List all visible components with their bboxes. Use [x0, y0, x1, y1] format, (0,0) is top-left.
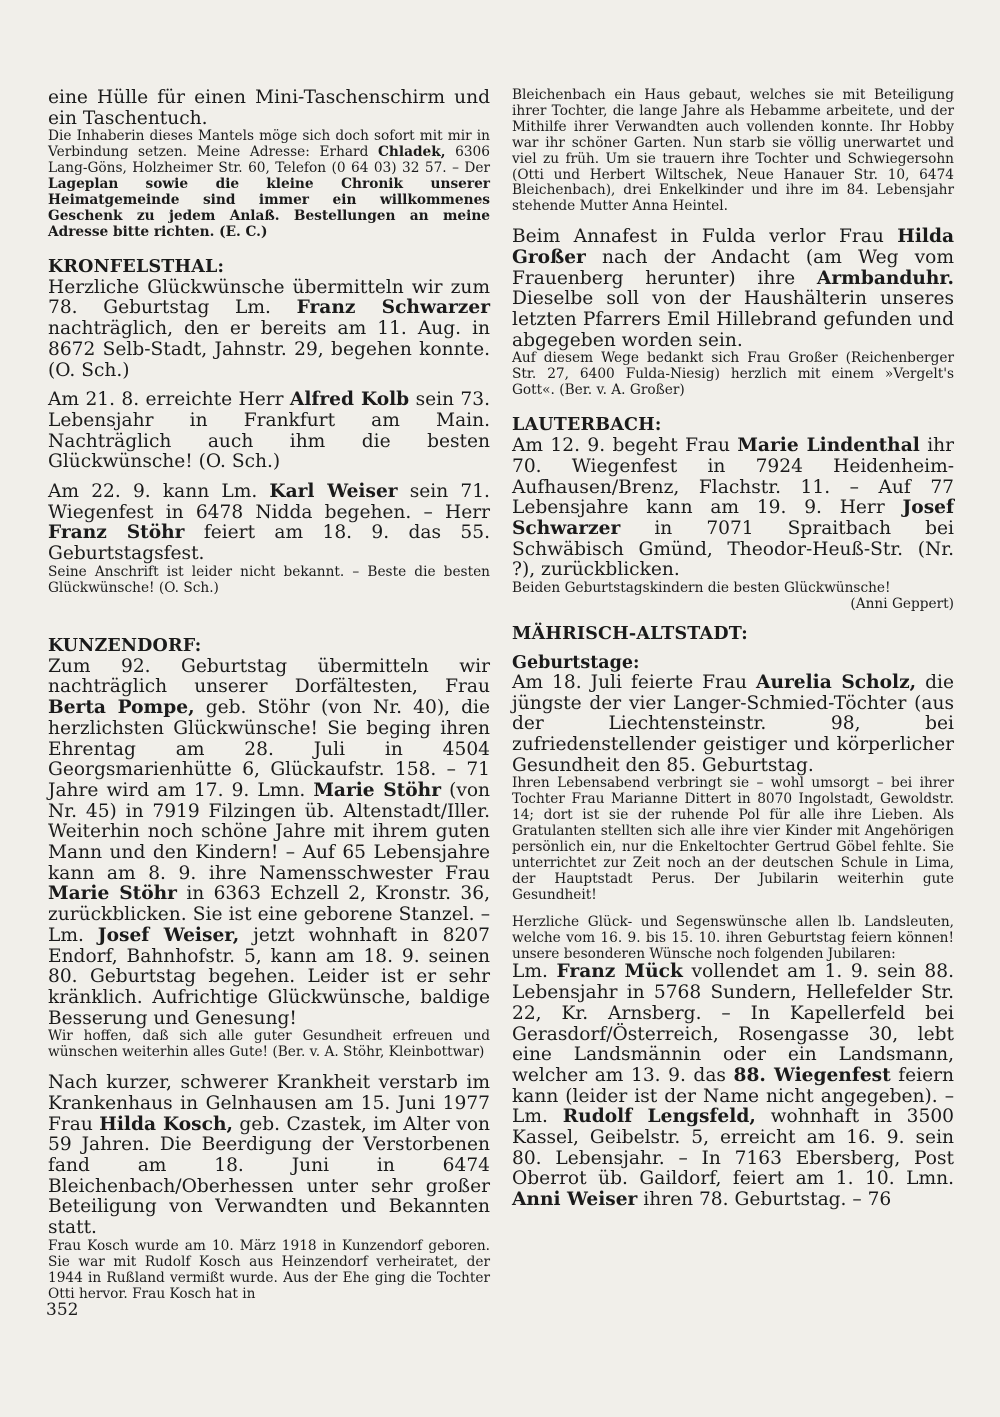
section-heading-lauterbach: LAUTERBACH:	[512, 415, 662, 436]
obituary-continued: Bleichenbach ein Haus gebaut, welches sie mit Beteiligung ihrer Tochter, die lange Jahre als Hebamme arbeitete, und der Mithilfe ihrer Verwandten auch vollenden konnte. Ihr Hobby war ihr schöner Garten. Nun starb sie völlig unerwartet und viel zu früh. Um sie trauern ihre Tochter und Schwiegersohn (Otti und Herbert Wiltschek, Neue Hanauer Str. 10, 6474 Bleichenbach), drei Enkelkinder und ihre im 84. Lebensjahr stehende Mutter Anna Heintel.	[512, 87, 954, 215]
section-heading-kunzendorf: KUNZENDORF:	[48, 635, 202, 656]
subheading-geburtstage: Geburtstage:	[512, 652, 640, 673]
intro-paragraph: eine Hülle für einen Mini-Taschenschirm und ein Taschentuch.	[48, 87, 490, 129]
section-heading-kronfelsthal: KRONFELSTHAL:	[48, 256, 225, 277]
page-number: 352	[46, 1300, 79, 1320]
article-note: Auf diesem Wege bedankt sich Frau Großer (Reichenberger Str. 27, 6400 Fulda-Niesig) herzlich mit einem »Vergelt's Gott«. (Ber. v. A. Großer)	[512, 350, 954, 399]
article-paragraph: Am 18. Juli feierte Frau Aurelia Scholz, die jüngste der vier Langer-Schmied-Töchter (aus der Liechtensteinstr. 98, bei zufriedenstellender geistiger und körperlicher Gesundheit den 85. Geburtstag.	[512, 671, 954, 776]
intro-note: Die Inhaberin dieses Mantels möge sich doch sofort mit mir in Verbindung setzen. Meine Adresse: Erhard Chladek, 6306 Lang-Göns, Holzheimer Str. 60, Telefon (0 64 03) 32 57. – Der Lageplan sowie die kleine Chronik unserer Heimatgemeinde sind immer ein willkommenes Geschenk zu jedem Anlaß. Bestellungen an meine Adresse bitte richten. (E. C.)	[48, 128, 490, 240]
signature: (Anni Geppert)	[850, 596, 954, 613]
section-heading-maehrisch-altstadt: MÄHRISCH-ALTSTADT:	[512, 623, 748, 644]
article-paragraph: Zum 92. Geburtstag übermitteln wir nachträglich unserer Dorfältesten, Frau Berta Pompe, geb. Stöhr (von Nr. 40), die herzlichsten Glückwünsche! Sie beging ihren Ehrentag am 28. Juli in 4504 Georgsmarienhütte 6, Glückaufstr. 158. – 71 Jahre wird am 17. 9. Lmn. Marie Stöhr (von Nr. 45) in 7919 Filzingen üb. Altenstadt/Iller. Weiterhin noch schöne Jahre mit ihrem guten Mann und den Kindern! – Auf 65 Lebensjahre kann am 8. 9. ihre Namensschwester Frau Marie Stöhr in 6363 Echzell 2, Kronstr. 36, zurückblicken. Sie ist eine geborene Stanzel. – Lm. Josef Weiser, jetzt wohnhaft in 8207 Endorf, Bahnhofstr. 5, kann am 18. 9. seinen 80. Geburtstag begehen. Leider ist er sehr kränklich. Aufrichtige Glückwünsche, baldige Besserung und Genesung!	[48, 655, 490, 1029]
name-highlight: Chladek,	[378, 144, 446, 161]
article-paragraph: Am 22. 9. kann Lm. Karl Weiser sein 71. Wiegenfest in 6478 Nidda begehen. – Herr Franz Stöhr feiert am 18. 9. das 55. Geburtstagsfest.	[48, 481, 490, 565]
article-paragraph: Am 12. 9. begeht Frau Marie Lindenthal ihr 70. Wiegenfest in 7924 Heidenheim-Aufhausen/Brenz, Flachstr. 11. – Auf 77 Lebensjahre kann am 19. 9. Herr Josef Schwarzer in 7071 Spraitbach bei Schwäbisch Gmünd, Theodor-Heuß-Str. (Nr. ?), zurückblicken.	[512, 435, 954, 581]
right-column	[512, 88, 954, 1211]
lageplan-highlight: Lageplan	[48, 176, 119, 193]
left-column	[48, 88, 490, 1302]
chronik-highlight: kleine Chronik unserer Heimatgemeinde sind immer ein willkommenes Geschenk zu jedem Anlaß. Bestellungen an meine Adresse bitte richten. (E. C.)	[48, 176, 490, 240]
article-note: Seine Anschrift ist leider nicht bekannt. – Beste die besten Glückwünsche! (O. Sch.)	[48, 563, 490, 596]
obituary-note: Frau Kosch wurde am 10. März 1918 in Kunzendorf geboren. Sie war mit Rudolf Kosch aus Heinzendorf verheiratet, der 1944 in Rußland vermißt wurde. Aus der Ehe ging die Tochter Otti hervor. Frau Kosch hat in	[48, 1237, 490, 1302]
article-paragraph: Beim Annafest in Fulda verlor Frau Hilda Großer nach der Andacht (am Weg vom Frauenberg herunter) ihre Armbanduhr. Dieselbe soll von der Haushälterin unseres letzten Pfarrers Emil Hillebrand gefunden und abgegeben worden sein.	[512, 226, 954, 351]
article-note: Wir hoffen, daß sich alle guter Gesundheit erfreuen und wünschen weiterhin alles Gute! (Ber. v. A. Stöhr, Kleinbottwar)	[48, 1028, 490, 1061]
article-paragraph: Lm. Franz Mück vollendet am 1. 9. sein 88. Lebensjahr in 5768 Sundern, Hellefelder Str. 22, Kr. Arnsberg. – In Kapellerfeld bei Gerasdorf/Österreich, Rosengasse 30, lebt eine Landsmännin oder ein Landsmann, welcher am 13. 9. das 88. Wiegenfest feiern kann (leider ist der Name nicht angegeben). – Lm. Rudolf Lengsfeld, wohnhaft in 3500 Kassel, Geibelstr. 5, erreicht am 16. 9. sein 80. Lebensjahr. – In 7163 Ebersberg, Post Oberrot üb. Gaildorf, feiert am 1. 10. Lmn. Anni Weiser ihren 78. Geburtstag. – 76	[512, 961, 954, 1211]
article-paragraph: Herzliche Glückwünsche übermitteln wir zum 78. Geburtstag Lm. Franz Schwarzer nachträglich, den er bereits am 11. Aug. in 8672 Selb-Stadt, Jahnstr. 29, begehen konnte. (O. Sch.)	[48, 276, 490, 381]
article-note: Beiden Geburtstagskindern die besten Glückwünsche!	[512, 580, 891, 597]
article-paragraph: Am 21. 8. erreichte Herr Alfred Kolb sein 73. Lebensjahr in Frankfurt am Main. Nachträglich auch ihm die besten Glückwünsche! (O. Sch.)	[48, 389, 490, 473]
article-note: Ihren Lebensabend verbringt sie – wohl umsorgt – bei ihrer Tochter Frau Marianne Dittert in 8070 Ingolstadt, Gewoldstr. 14; dort ist sie der ruhende Pol für alle ihre Lieben. Als Gratulanten stellten sich alle ihre vier Kinder mit Angehörigen persönlich ein, nur die Enkeltochter Gertrud Göbel fehlte. Sie unterrichtet zur Zeit noch an der deutschen Schule in Lima, der Hauptstadt Perus. Der Jubilarin weiterhin gute Gesundheit!	[512, 775, 954, 903]
greeting-note: Herzliche Glück- und Segenswünsche allen lb. Landsleuten, welche vom 16. 9. bis 15. 10. ihren Geburtstag feiern können! unsere besonderen Wünsche noch folgenden Jubilaren:	[512, 913, 954, 962]
obituary-paragraph: Nach kurzer, schwerer Krankheit verstarb im Krankenhaus in Gelnhausen am 15. Juni 1977 Frau Hilda Kosch, geb. Czastek, im Alter von 59 Jahren. Die Beerdigung der Verstorbenen fand am 18. Juni in 6474 Bleichenbach/Oberhessen unter sehr großer Beteiligung von Verwandten und Bekannten statt.	[48, 1072, 491, 1239]
